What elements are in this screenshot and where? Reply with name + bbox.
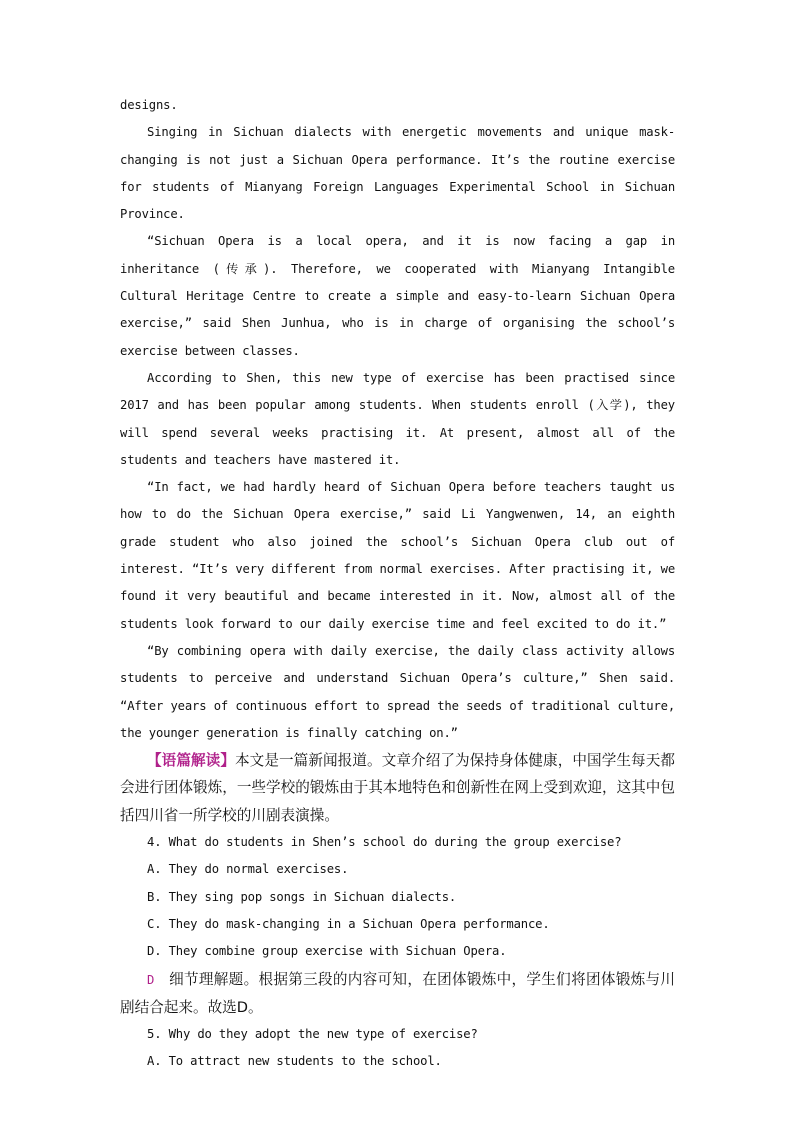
question-5-option-a: A. To attract new students to the school. xyxy=(147,1054,442,1069)
question-4-option-d: D. They combine group exercise with Sichuan Opera. xyxy=(147,944,507,959)
article-paragraph-0: designs. xyxy=(120,98,178,112)
analysis-tag: 【语篇解读】 xyxy=(147,752,236,770)
article-paragraph-5: “By combining opera with daily exercise, the daily class activity allows students to perceive and understand Sichuan Opera’s culture,” Shen said. “After years of continuous effort to spread the seeds of traditional culture, the younger generation is finally catching on.” xyxy=(120,643,675,740)
document-page xyxy=(120,0,675,1076)
article-paragraph-2: “Sichuan Opera is a local opera, and it is now facing a gap in inheritance (传承). Therefore, we cooperated with Mianyang Intangible Cultural Heritage Centre to create a simple and easy-to-learn Sichuan Opera exercise,” said Shen Junhua, who is in charge of organising the school’s exercise between classes. xyxy=(120,234,675,358)
question-4-option-a: A. They do normal exercises. xyxy=(147,862,349,877)
article-paragraph-1: Singing in Sichuan dialects with energetic movements and unique mask-changing is not just a Sichuan Opera performance. It’s the routine exercise for students of Mianyang Foreign Languages Experimental School in Sichuan Province. xyxy=(120,125,675,222)
question-4-explanation xyxy=(120,966,675,1022)
question-4-answer: D xyxy=(147,972,155,987)
article-paragraph-4: “In fact, we had hardly heard of Sichuan Opera before teachers taught us how to do the Sichuan Opera exercise,” said Li Yangwenwen, 14, an eighth grade student who also joined the school’s Sichuan Opera club out of interest. “It’s very different from normal exercises. After practising it, we found it very beautiful and became interested in it. Now, almost all of the students look forward to our daily exercise time and feel excited to do it.” xyxy=(120,480,675,631)
question-4-stem: 4. What do students in Shen’s school do during the group exercise? xyxy=(147,835,622,850)
question-4-option-c: C. They do mask-changing in a Sichuan Opera performance. xyxy=(147,916,550,931)
article-paragraph-3: According to Shen, this new type of exercise has been practised since 2017 and has been popular among students. When students enroll (入学), they will spend several weeks practising it. At present, almost all of the students and teachers have mastered it. xyxy=(120,370,675,467)
question-4-explanation-text: 细节理解题。根据第三段的内容可知，在团体锻炼中，学生们将团体锻炼与川剧结合起来。故选D。 xyxy=(120,970,675,1016)
question-5-stem: 5. Why do they adopt the new type of exercise? xyxy=(147,1027,478,1042)
analysis-text: 本文是一篇新闻报道。文章介绍了为保持身体健康，中国学生每天都会进行团体锻炼，一些学校的锻炼由于其本地特色和创新性在网上受到欢迎，这其中包括四川省一所学校的川剧表演操。 xyxy=(120,752,675,824)
passage-analysis xyxy=(120,747,675,829)
question-4-option-b: B. They sing pop songs in Sichuan dialects. xyxy=(147,889,457,904)
